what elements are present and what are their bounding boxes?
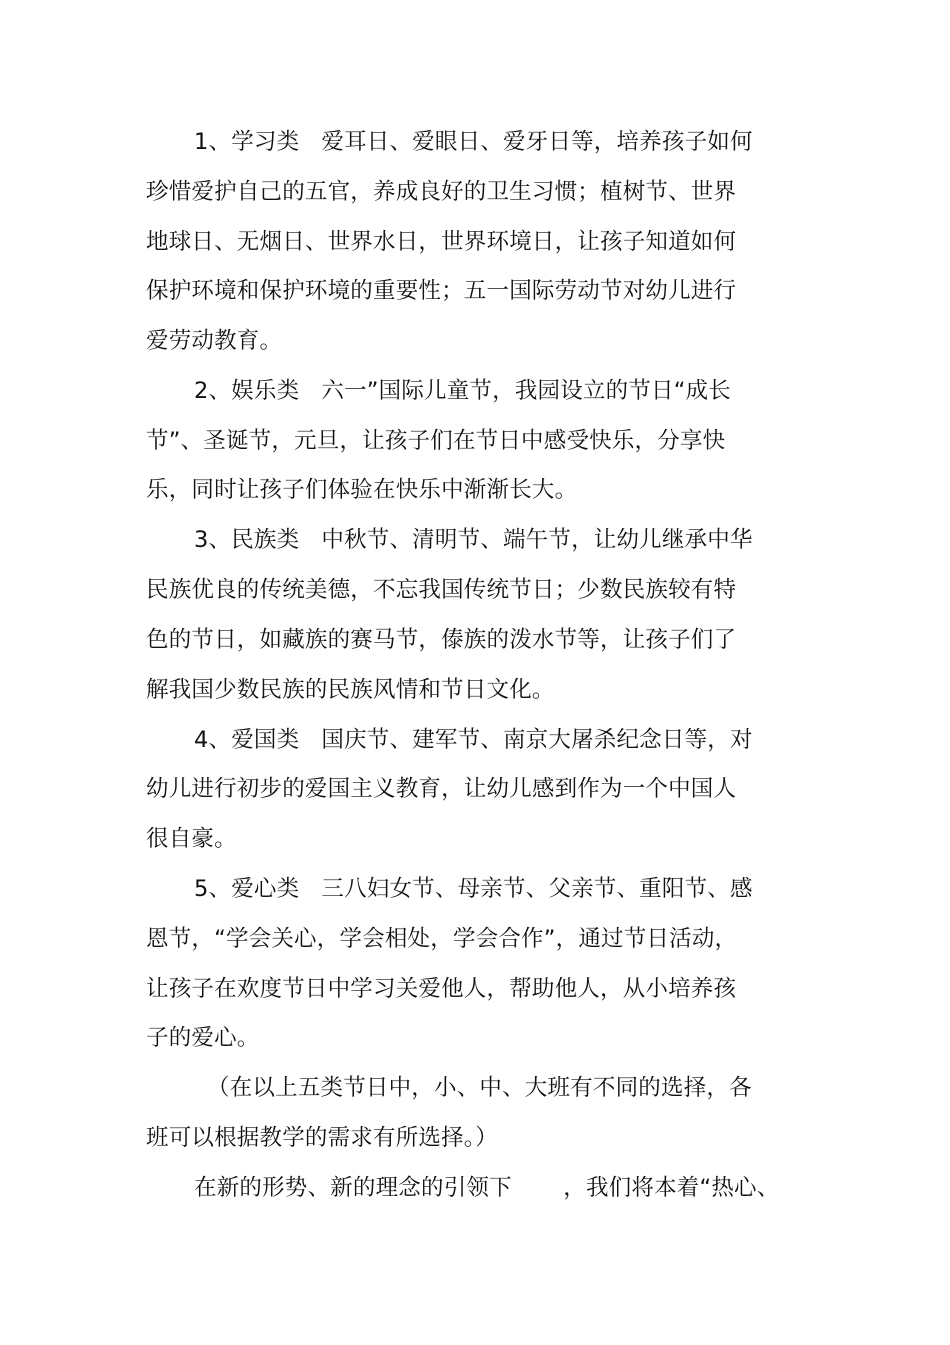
- text-line: 色的节日，如藏族的赛马节，傣族的泼水节等，让孩子们了: [146, 627, 737, 653]
- text-line: 解我国少数民族的民族风情和节日文化。: [146, 677, 555, 703]
- text-line: 1、学习类 爱耳日、爱眼日、爱牙日等，培养孩子如何: [194, 129, 753, 155]
- text-line: 民族优良的传统美德，不忘我国传统节日；少数民族较有特: [146, 577, 737, 603]
- text-line: 3、民族类 中秋节、清明节、端午节，让幼儿继承中华: [194, 527, 753, 553]
- text-line: 2、娱乐类 六一”国际儿童节，我园设立的节日“成长: [194, 378, 731, 404]
- text-line: 班可以根据教学的需求有所选择。）: [146, 1125, 498, 1151]
- text-line: 让孩子在欢度节日中学习关爱他人，帮助他人，从小培养孩: [146, 976, 737, 1002]
- text-line: 在新的形势、新的理念的引领下 ，我们将本着“热心、: [194, 1175, 780, 1201]
- text-line: 子的爱心。: [146, 1025, 260, 1051]
- text-line: （在以上五类节日中，小、中、大班有不同的选择，各: [207, 1075, 752, 1101]
- text-line: 5、爱心类 三八妇女节、母亲节、父亲节、重阳节、感: [194, 876, 753, 902]
- text-line: 节”、圣诞节，元旦，让孩子们在节日中感受快乐，分享快: [146, 428, 726, 454]
- text-line: 爱劳动教育。: [146, 328, 283, 354]
- text-line: 幼儿进行初步的爱国主义教育，让幼儿感到作为一个中国人: [146, 776, 737, 802]
- text-line: 4、爱国类 国庆节、建军节、南京大屠杀纪念日等，对: [194, 727, 753, 753]
- text-line: 保护环境和保护环境的重要性；五一国际劳动节对幼儿进行: [146, 278, 737, 304]
- text-line: 很自豪。: [146, 826, 237, 852]
- text-line: 恩节，“学会关心，学会相处，学会合作”，通过节日活动，: [146, 926, 738, 952]
- text-line: 珍惜爱护自己的五官，养成良好的卫生习惯；植树节、世界: [146, 179, 737, 205]
- text-line: 乐，同时让孩子们体验在快乐中渐渐长大。: [146, 477, 578, 503]
- text-line: 地球日、无烟日、世界水日，世界环境日，让孩子知道如何: [146, 229, 737, 255]
